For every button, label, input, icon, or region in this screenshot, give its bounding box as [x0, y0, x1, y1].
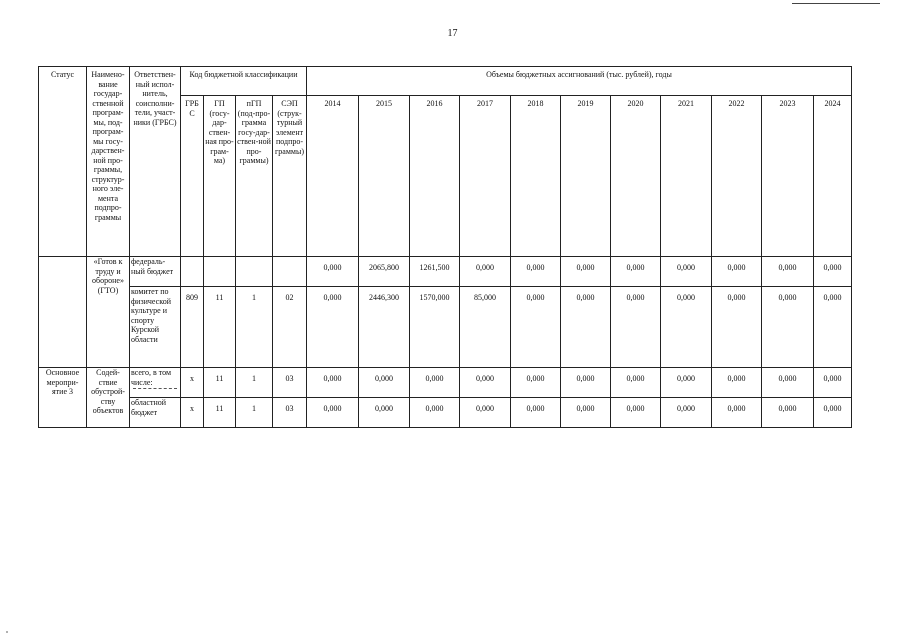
row-code: 1: [236, 398, 273, 428]
header-year: 2017: [460, 96, 511, 257]
row-value: 0,000: [712, 287, 762, 368]
row-value: 0,000: [712, 257, 762, 287]
header-code-sep: СЭП (струк-турный элемент подпро-граммы): [273, 96, 307, 257]
header-budget-code: Код бюджетной классификации: [181, 67, 307, 96]
row-value: 0,000: [561, 368, 611, 398]
row-code: [204, 257, 236, 287]
row-executor: [130, 368, 181, 398]
row-value: 0,000: [661, 287, 712, 368]
row-executor: федераль-ный бюджет: [130, 257, 181, 287]
row-value: 0,000: [661, 257, 712, 287]
header-row-1: [39, 67, 852, 96]
row-value: 0,000: [307, 287, 359, 368]
row-value: 0,000: [460, 398, 511, 428]
header-year: 2022: [712, 96, 762, 257]
row-value: 0,000: [762, 257, 814, 287]
row-value: 0,000: [712, 398, 762, 428]
row-code: [181, 257, 204, 287]
scan-speck: [6, 631, 8, 633]
header-year: 2015: [359, 96, 410, 257]
row-code: 809: [181, 287, 204, 368]
row-value: 0,000: [611, 257, 661, 287]
row-executor-text: всего, в том числе:: [131, 368, 172, 387]
row-value: 0,000: [307, 257, 359, 287]
row-value: 0,000: [814, 398, 852, 428]
row-executor: областной бюджет: [130, 398, 181, 428]
row-value: 0,000: [611, 398, 661, 428]
row-code: 11: [204, 398, 236, 428]
row-code: [273, 257, 307, 287]
header-year: 2021: [661, 96, 712, 257]
header-year: 2019: [561, 96, 611, 257]
header-code-grbs: ГРБ С: [181, 96, 204, 257]
row-value: 0,000: [307, 398, 359, 428]
row-value: 0,000: [410, 398, 460, 428]
row-value: 0,000: [511, 257, 561, 287]
header-executor: Ответствен-ный испол-нитель, соисполни-тели, участ-ники (ГРБС): [130, 67, 181, 257]
row-code: 11: [204, 368, 236, 398]
row-code: 1: [236, 287, 273, 368]
row-value: 2065,800: [359, 257, 410, 287]
top-rule: [792, 3, 880, 4]
row-code: 1: [236, 368, 273, 398]
row-value: 0,000: [511, 368, 561, 398]
table-row: [39, 287, 852, 368]
row-value: 1570,000: [410, 287, 460, 368]
row-value: 0,000: [611, 368, 661, 398]
row-code: 03: [273, 368, 307, 398]
row-value: 0,000: [561, 398, 611, 428]
table-row: [39, 368, 852, 398]
row-value: 0,000: [814, 368, 852, 398]
row-value: 0,000: [410, 368, 460, 398]
row-name: «Готов к труду и обороне» (ГТО): [87, 257, 130, 368]
row-value: 0,000: [359, 398, 410, 428]
row-value: 1261,500: [410, 257, 460, 287]
row-value: 0,000: [814, 287, 852, 368]
row-value: 0,000: [661, 368, 712, 398]
row-code: х: [181, 398, 204, 428]
row-value: 2446,300: [359, 287, 410, 368]
row-status: [39, 257, 87, 368]
header-code-pgp: пГП (под-про-грамма госу-дар-ствен-ной про-граммы): [236, 96, 273, 257]
row-value: 0,000: [762, 398, 814, 428]
header-year: 2014: [307, 96, 359, 257]
row-value: 0,000: [307, 368, 359, 398]
row-value: 0,000: [561, 287, 611, 368]
header-status: Статус: [39, 67, 87, 257]
row-value: 0,000: [762, 287, 814, 368]
row-value: 0,000: [460, 368, 511, 398]
row-code: [236, 257, 273, 287]
row-executor: комитет по физической культуре и спорту Курской области: [130, 287, 181, 368]
row-code: 02: [273, 287, 307, 368]
header-volumes: Объемы бюджетных ассигнований (тыс. рублей), годы: [307, 67, 852, 96]
row-code: 03: [273, 398, 307, 428]
page-number: 17: [447, 28, 458, 39]
row-code: х: [181, 368, 204, 398]
row-value: 0,000: [712, 368, 762, 398]
header-year: 2024: [814, 96, 852, 257]
row-value: 0,000: [762, 368, 814, 398]
table-row: [39, 398, 852, 428]
header-year: 2020: [611, 96, 661, 257]
row-value: 0,000: [611, 287, 661, 368]
row-value: 0,000: [511, 398, 561, 428]
dashed-divider: [133, 388, 177, 389]
row-value: 0,000: [661, 398, 712, 428]
row-status: Основное меропри-ятие 3: [39, 368, 87, 428]
header-name: Наимено-вание государ-ственной програм-мы, под-програм-мы госу-дарствен-ной про-граммы, структур-ного эле-мента подпро-граммы: [87, 67, 130, 257]
header-year: 2018: [511, 96, 561, 257]
row-value: 0,000: [359, 368, 410, 398]
row-name: Содей-ствие обустрой-ству объектов: [87, 368, 130, 428]
row-value: 0,000: [511, 287, 561, 368]
row-value: 0,000: [460, 257, 511, 287]
table-row: [39, 257, 852, 287]
row-value: 85,000: [460, 287, 511, 368]
row-value: 0,000: [561, 257, 611, 287]
budget-table: [38, 66, 852, 428]
row-value: 0,000: [814, 257, 852, 287]
header-year: 2016: [410, 96, 460, 257]
header-year: 2023: [762, 96, 814, 257]
row-code: 11: [204, 287, 236, 368]
header-code-gp: ГП (госу-дар-ствен-ная про-грам-ма): [204, 96, 236, 257]
